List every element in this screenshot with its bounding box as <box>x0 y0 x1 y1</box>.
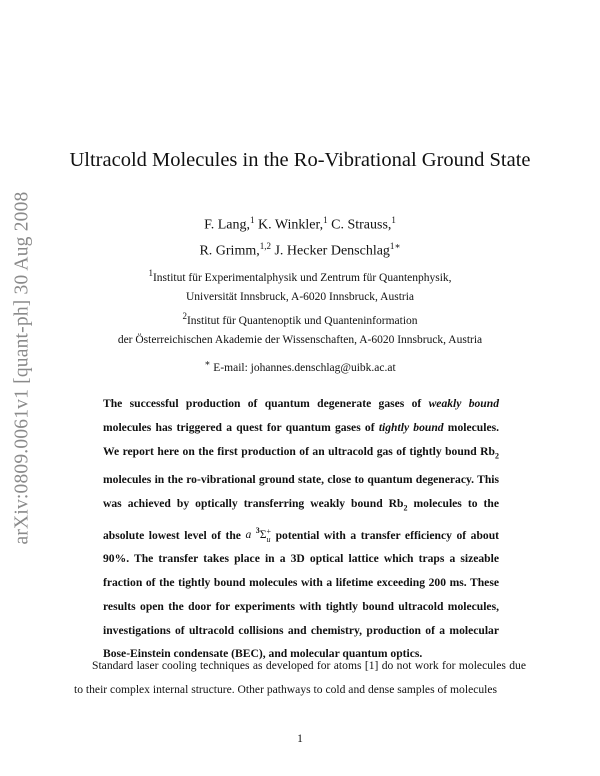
emphasis-weakly-bound: weakly bound <box>428 397 499 410</box>
arxiv-identifier <box>2 178 42 558</box>
affiliation-2-line-1: $^2$Institut für Quantenoptik und Quanteninformation <box>182 310 418 327</box>
paper-title: Ultracold Molecules in the Ro-Vibrational Ground State <box>69 149 531 171</box>
email-marker: ∗ <box>204 358 211 368</box>
email-text: E-mail: johannes.denschlag@uibk.ac.at <box>210 361 396 374</box>
author-strauss-affil: 1 <box>391 215 396 225</box>
affiliation-1-line-2: Universität Innsbruck, A-6020 Innsbruck, Austria <box>185 290 415 303</box>
corresponding-email <box>60 355 540 376</box>
affiliation-1-line-1: $^1$Institut für Experimentalphysik und Zentrum für Quantenphysik, <box>148 268 452 284</box>
page-number: 1 <box>297 733 303 745</box>
author-grimm-affil: 1,2 <box>259 240 271 251</box>
affiliation-2-marker: 2 <box>182 310 187 321</box>
author-winkler: K. Winkler, <box>254 217 324 233</box>
abstract: The successful production of quantum degenerate gases of weakly bound molecules has triggered a quest for quantum gases of tightly bound molecules. We report here on the first production of an ultracold gas of tightly bound $Rb_2$ molecules in the ro-vibrational ground state, close to quantum degeneracy. This was achieved by optically transferring weakly bound $Rb_2$ molecules to the absolute lowest level of the a $^3$Σ + u potential with a transfer efficiency of about 90%. The transfer takes place in a 3D optical lattice which traps a sizeable fraction of the tightly bound molecules with a lifetime exceeding 200 ms. These results open the door for experiments with tightly bound ultracold molecules, investigations of ultracold collisions and chemistry, production of a molecular Bose-Einstein condensate (BEC), and molecular quantum optics. <box>103 397 500 661</box>
arxiv-identifier-text: arXiv:0809.0061v1 [quant-ph] 30 Aug 2008 <box>11 191 33 545</box>
affiliations <box>60 264 540 350</box>
author-lang-affil: 1 <box>250 215 255 225</box>
author-list <box>60 210 540 261</box>
affiliation-2-line-2: der Österreichischen Akademie der Wissenschaften, A-6020 Innsbruck, Austria <box>117 333 483 346</box>
author-denschlag-affil: 1∗ <box>389 240 401 251</box>
author-denschlag: J. Hecker Denschlag <box>270 243 390 259</box>
affiliation-1-marker: 1 <box>148 268 153 278</box>
rb2-subscript-1: 2 <box>495 450 499 460</box>
author-grimm: R. Grimm, <box>199 243 260 259</box>
emphasis-tightly-bound: tightly bound <box>378 420 444 434</box>
intro-paragraph: Standard laser cooling techniques as developed for atoms [1] do not work for molecules due to their complex internal structure. Other pathways to cold and dense samples of molecules <box>74 659 526 696</box>
author-line-2 <box>60 236 540 262</box>
author-lang: F. Lang, <box>204 217 251 233</box>
author-winkler-affil: 1 <box>323 215 328 225</box>
author-strauss: C. Strauss, <box>327 217 392 233</box>
author-line-1 <box>60 210 540 236</box>
state-notation: a $^3$Σ + u <box>245 526 272 544</box>
rb2-subscript-2: 2 <box>403 502 408 512</box>
